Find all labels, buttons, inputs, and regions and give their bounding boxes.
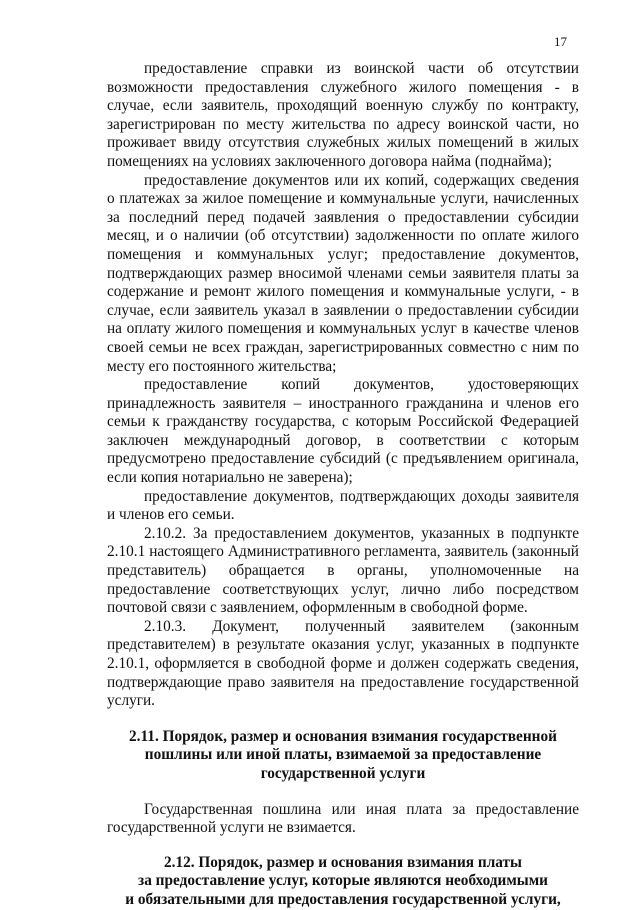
heading-line: за предоставление услуг, которые являются необходимыми [138,872,548,890]
heading-line: государственной услуги [260,764,426,782]
heading-line: 2.11. Порядок, размер и основания взимания государственной [129,727,557,745]
heading-line: пошлины или иной платы, взимаемой за предоставление [144,746,542,764]
paragraph-2-10-3: 2.10.3. Документ, полученный заявителем (законным представителем) в результате оказания услуг, указанных в подпункте 2.10.1, оформляется в свободной форме и должен содержать сведения, подтверждающие право заявителя на предоставление государственной услуги. [107,617,579,710]
page-number: 17 [554,34,567,49]
paragraph-income-documents: предоставление документов, подтверждающих доходы заявителя и членов его семьи. [107,487,579,524]
document-body [107,60,579,910]
paragraph-payment-documents: предоставление документов или их копий, содержащих сведения о платежах за жилое помещение и коммунальные услуги, начисленных за последний перед подачей заявления о предоставлении субсидии месяц, и о наличии (об отсутствии) задолженности по оплате жилого помещения и коммунальных услуг; предоставление документов, подтверждающих размер вносимой членами семьи заявителя платы за содержание и ремонт жилого помещения и коммунальные услуги, - в случае, если заявитель указал в заявлении о предоставлении субсидии на оплату жилого помещения и коммунальных услуг в качестве членов своей семьи не всех граждан, зарегистрированных совместно с ним по месту его постоянного жительства; [107,171,579,375]
paragraph-citizenship-documents: предоставление копий документов, удостоверяющих принадлежность заявителя – иностранного гражданина и членов его семьи к гражданству государства, с которым Российской Федерацией заключен международный договор, в соответствии с которым предусмотрено предоставление субсидий (с предъявлением оригинала, если копия нотариально не заверена); [107,376,579,487]
section-heading-2-11 [107,728,579,784]
heading-line: и обязательными для предоставления государственной услуги, [125,890,561,908]
paragraph-2-11-text: Государственная пошлина или иная плата за предоставление государственной услуги не взимается. [107,800,579,837]
paragraph-2-10-2: 2.10.2. За предоставлением документов, указанных в подпункте 2.10.1 настоящего Административного регламента, заявитель (законный представитель) обращается в органы, уполномоченные на предоставление соответствующих услуг, лично либо посредством почтовой связи с заявлением, оформленным в свободной форме. [107,524,579,617]
paragraph-military-certificate: предоставление справки из воинской части об отсутствии возможности предоставления служебного жилого помещения - в случае, если заявитель, проходящий военную службу по контракту, зарегистрирован по месту жительства по адресу воинской части, но проживает ввиду отсутствия служебных жилых помещений в жилых помещениях на условиях заключенного договора найма (поднайма); [107,60,579,170]
heading-line: 2.12. Порядок, размер и основания взимания платы [163,853,523,871]
section-heading-2-12 [107,854,579,910]
